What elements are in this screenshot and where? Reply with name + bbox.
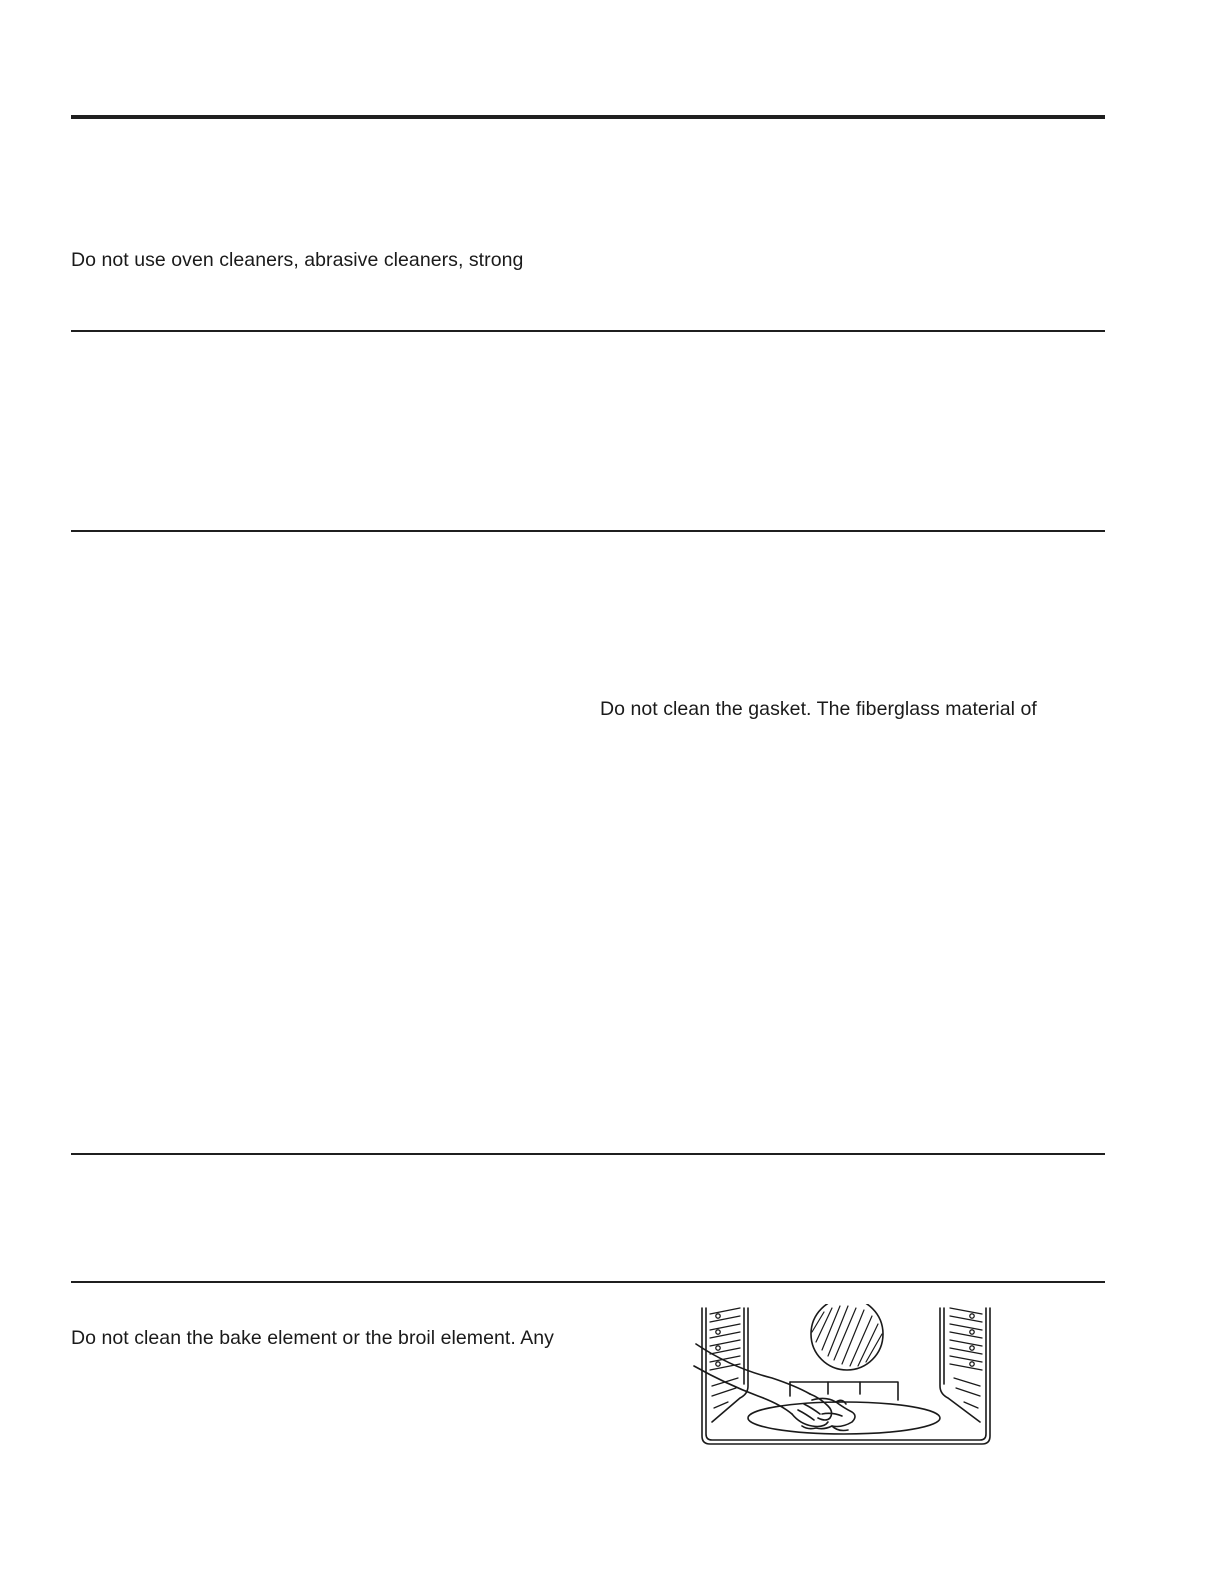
element-warning: Do not clean the bake element or the broil element. Any [71,1327,554,1349]
section-divider-3 [71,1153,1105,1155]
section-divider-1 [71,330,1105,332]
gasket-warning: Do not clean the gasket. The fiberglass material of [600,698,1037,720]
top-rule [71,115,1105,119]
oven-interior-wiping-illustration [692,1304,998,1450]
section-divider-2 [71,530,1105,532]
oven-cleaners-warning: Do not use oven cleaners, abrasive cleaners, strong [71,249,524,271]
section-divider-4 [71,1281,1105,1283]
